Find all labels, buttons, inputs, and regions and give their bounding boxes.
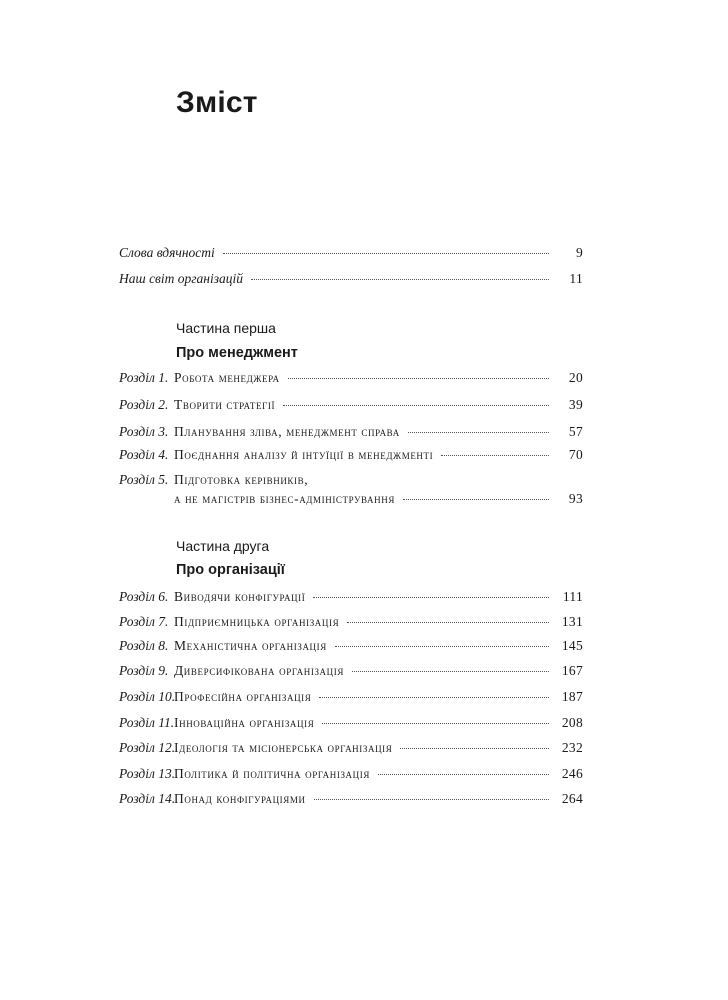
page-number: 167	[561, 663, 583, 678]
entry-title-line1: Підготовка керівників,	[174, 472, 309, 487]
toc-entry-front	[119, 245, 583, 265]
dot-leader	[251, 279, 549, 280]
chapter-prefix: Розділ 5.	[119, 472, 169, 487]
page-number: 9	[575, 245, 583, 260]
dot-leader	[322, 723, 549, 724]
dot-leader	[347, 622, 549, 623]
part-label: Частина перша	[176, 320, 276, 336]
chapter-prefix: Розділ 12.	[119, 740, 176, 755]
entry-title: Професійна організація	[174, 689, 312, 704]
toc-entry	[119, 424, 583, 444]
entry-title: Творити стратегії	[174, 397, 276, 412]
entry-title: Виводячи конфігурації	[174, 589, 306, 604]
chapter-prefix: Розділ 13.	[119, 766, 176, 781]
toc-entry	[119, 370, 583, 390]
chapter-prefix: Розділ 7.	[119, 614, 169, 629]
page-number: 131	[561, 614, 583, 629]
entry-title: Політика й політична організація	[174, 766, 370, 781]
dot-leader	[314, 799, 549, 800]
dot-leader	[223, 253, 549, 254]
toc-entry	[119, 397, 583, 417]
toc-entry-front	[119, 271, 583, 291]
page-number: 246	[561, 766, 583, 781]
toc-entry	[119, 715, 583, 735]
dot-leader	[378, 774, 549, 775]
chapter-prefix: Розділ 11.	[119, 715, 175, 730]
entry-title: Підприємницька організація	[174, 614, 340, 629]
dot-leader	[283, 405, 549, 406]
part-title: Про менеджмент	[176, 345, 298, 361]
chapter-prefix: Розділ 3.	[119, 424, 169, 439]
toc-entry	[119, 638, 583, 658]
toc-entry	[119, 663, 583, 683]
chapter-prefix: Розділ 1.	[119, 370, 169, 385]
page-number: 20	[568, 370, 583, 385]
page-number: 70	[568, 447, 583, 462]
entry-title: Диверсифікована організація	[174, 663, 344, 678]
dot-leader	[400, 748, 549, 749]
entry-title: Слова вдячності	[119, 245, 215, 260]
part-title: Про організації	[176, 562, 285, 578]
dot-leader	[288, 378, 549, 379]
page-number: 57	[568, 424, 583, 439]
toc-entry	[119, 791, 583, 811]
page-number: 264	[561, 791, 583, 806]
part-label: Частина друга	[176, 538, 270, 554]
entry-title-line2: а не магістрів бізнес-адміністрування	[174, 491, 395, 506]
entry-title: Понад конфігураціями	[174, 791, 306, 806]
dot-leader	[352, 671, 549, 672]
page-number: 11	[569, 271, 583, 286]
toc-entry	[119, 740, 583, 760]
dot-leader	[408, 432, 549, 433]
page-number: 145	[561, 638, 583, 653]
page-number: 39	[568, 397, 583, 412]
chapter-prefix: Розділ 10.	[119, 689, 176, 704]
entry-title: Наш світ організацій	[119, 271, 244, 286]
page-number: 208	[561, 715, 583, 730]
page-title: Зміст	[176, 86, 258, 119]
chapter-prefix: Розділ 6.	[119, 589, 169, 604]
dot-leader	[335, 646, 549, 647]
toc-entry	[119, 614, 583, 634]
page-number: 187	[561, 689, 583, 704]
dot-leader	[319, 697, 549, 698]
chapter-prefix: Розділ 4.	[119, 447, 169, 462]
toc-entry	[119, 447, 583, 467]
chapter-prefix: Розділ 8.	[119, 638, 169, 653]
entry-title: Планування зліва, менеджмент справа	[174, 424, 400, 439]
dot-leader	[313, 597, 549, 598]
chapter-prefix: Розділ 9.	[119, 663, 169, 678]
toc-entry	[119, 689, 583, 709]
entry-title: Ідеологія та місіонерська організація	[174, 740, 393, 755]
page-number: 232	[561, 740, 583, 755]
page-number: 93	[568, 491, 583, 506]
toc-entry	[119, 472, 583, 512]
entry-title: Інноваційна організація	[174, 715, 315, 730]
page-number: 111	[562, 589, 583, 604]
dot-leader	[403, 499, 549, 500]
entry-title: Робота менеджера	[174, 370, 280, 385]
entry-title: Поєднання аналізу й інтуїції в менеджменті	[174, 447, 434, 462]
chapter-prefix: Розділ 2.	[119, 397, 169, 412]
dot-leader	[441, 455, 549, 456]
entry-title: Механістична організація	[174, 638, 327, 653]
toc-entry	[119, 766, 583, 786]
toc-entry	[119, 589, 583, 609]
chapter-prefix: Розділ 14.	[119, 791, 176, 806]
